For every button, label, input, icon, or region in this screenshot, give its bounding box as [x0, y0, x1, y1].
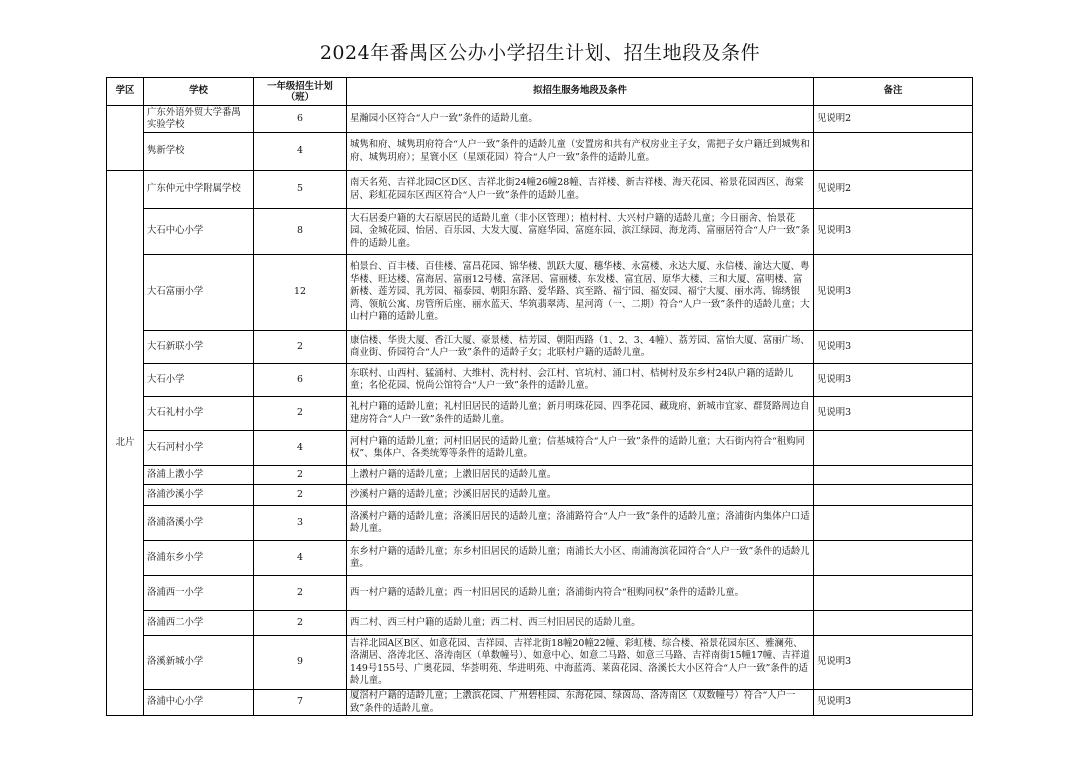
plan-cell: 6: [254, 364, 347, 397]
enrollment-table: [106, 77, 973, 716]
table-row: [107, 255, 973, 331]
conditions-cell: 康信楼、华贵大厦、香江大厦、豪景楼、桔芳园、朝阳西路（1、2、3、4幢）、荔芳园、富怡大厦、富丽广场、商业街、侨园符合“人户一致”条件的适龄子女；北联村户籍的适龄儿童。: [347, 331, 814, 364]
plan-cell: 4: [254, 431, 347, 466]
note-cell: [814, 133, 973, 171]
school-cell: 大石河村小学: [144, 431, 254, 466]
note-cell: 见说明3: [814, 331, 973, 364]
conditions-cell: 厦滘村户籍的适龄儿童；上漖滨花园、广州碧桂园、东海花园、绿茵岛、洛涛南区（双数幢号）符合“人户一致”条件的适龄儿童。: [347, 690, 814, 716]
note-cell: [814, 611, 973, 636]
school-cell: 洛溪新城小学: [144, 636, 254, 690]
note-cell: 见说明3: [814, 364, 973, 397]
school-cell: 大石中心小学: [144, 209, 254, 255]
document-title: 2024年番禺区公办小学招生计划、招生地段及条件: [319, 42, 761, 64]
note-cell: [814, 541, 973, 576]
school-cell: 洛浦东乡小学: [144, 541, 254, 576]
plan-cell: 12: [254, 255, 347, 331]
plan-cell: 2: [254, 397, 347, 431]
table-header-row: [107, 78, 973, 106]
note-cell: 见说明3: [814, 690, 973, 716]
header-plan: 一年级招生计划（班）: [254, 78, 347, 106]
school-cell: 洛浦西一小学: [144, 576, 254, 611]
school-cell: 洛浦上漖小学: [144, 466, 254, 485]
school-cell: 大石小学: [144, 364, 254, 397]
district-cell: [107, 106, 144, 171]
conditions-cell: 礼村户籍的适龄儿童；礼村旧居民的适龄儿童；新月明珠花园、四季花园、藏珑府、新城市宜家、群贤路周边自建房符合“人户一致”条件的适龄儿童。: [347, 397, 814, 431]
conditions-cell: 上漖村户籍的适龄儿童；上漖旧居民的适龄儿童。: [347, 466, 814, 485]
note-cell: 见说明2: [814, 106, 973, 133]
school-cell: 广东外语外贸大学番禺实验学校: [144, 106, 254, 133]
table-row: [107, 690, 973, 716]
note-cell: 见说明2: [814, 171, 973, 209]
note-cell: 见说明3: [814, 636, 973, 690]
table-row: [107, 171, 973, 209]
table-row: [107, 133, 973, 171]
note-cell: [814, 506, 973, 541]
note-cell: [814, 485, 973, 506]
plan-cell: 6: [254, 106, 347, 133]
plan-cell: 7: [254, 690, 347, 716]
plan-cell: 2: [254, 466, 347, 485]
plan-cell: 2: [254, 611, 347, 636]
plan-cell: 4: [254, 133, 347, 171]
table-row: [107, 466, 973, 485]
school-cell: 广东仲元中学附属学校: [144, 171, 254, 209]
school-cell: 大石礼村小学: [144, 397, 254, 431]
table-row: [107, 397, 973, 431]
table-row: [107, 431, 973, 466]
conditions-cell: 南天名苑、吉祥北园C区D区、吉祥北街24幢26幢28幢、吉祥楼、新吉祥楼、海天花园、裕景花园西区、海棠居、彩虹花园东区西区符合“人户一致”条件的适龄儿童。: [347, 171, 814, 209]
conditions-cell: 柏景台、百丰楼、百佳楼、富昌花园、锦华楼、凯跃大厦、穗华楼、永富楼、永达大厦、永信楼、渝达大厦、粤华楼、旺达楼、富海居、富丽12号楼、富泽居、富丽楼、东发楼、富宜居、原华大楼、三和大厦、富明楼、富新楼、莲芳园、乳芳园、福泰园、朝阳东路、爱华路、宾至路、福宁园、福安园、福宁大厦、丽水湾、锦绣银湾、领航公寓、房管所后座、丽水蓝天、华筑翡翠湾、星河湾（一、二期）符合“人户一致”条件的适龄儿童；大山村户籍的适龄儿童。: [347, 255, 814, 331]
table-row: [107, 541, 973, 576]
plan-cell: 3: [254, 506, 347, 541]
note-cell: [814, 576, 973, 611]
school-cell: 洛浦沙溪小学: [144, 485, 254, 506]
conditions-cell: 东乡村户籍的适龄儿童；东乡村旧居民的适龄儿童；南浦长大小区、南浦海滨花园符合“人户一致”条件的适龄儿童。: [347, 541, 814, 576]
plan-cell: 2: [254, 485, 347, 506]
note-cell: [814, 466, 973, 485]
note-cell: 见说明3: [814, 209, 973, 255]
plan-cell: 9: [254, 636, 347, 690]
table-row: [107, 106, 973, 133]
conditions-cell: 吉祥北园A区B区、如意花园、吉祥园、吉祥北街18幢20幢22幢、彩虹楼、综合楼、裕景花园东区、雅澜苑、洛湖居、洛涛北区、洛涛南区（单数幢号）、如意中心、如意二马路、如意三马路、吉祥南街15幢17幢、吉祥道149号155号、广奥花园、华荟明苑、华进明苑、中海蓝湾、莱茵花园、洛溪长大小区符合“人户一致”条件的适龄儿童。: [347, 636, 814, 690]
note-cell: 见说明3: [814, 255, 973, 331]
plan-cell: 2: [254, 331, 347, 364]
header-district: 学区: [107, 78, 144, 106]
conditions-cell: 西一村户籍的适龄儿童；西一村旧居民的适龄儿童；洛浦街内符合“租购同权”条件的适龄儿童。: [347, 576, 814, 611]
plan-cell: 5: [254, 171, 347, 209]
school-cell: 洛浦洛溪小学: [144, 506, 254, 541]
table-row: [107, 611, 973, 636]
district-cell: 北片: [107, 171, 144, 716]
conditions-cell: 沙溪村户籍的适龄儿童；沙溪旧居民的适龄儿童。: [347, 485, 814, 506]
plan-cell: 8: [254, 209, 347, 255]
conditions-cell: 城隽和府、城隽玥府符合“人户一致”条件的适龄儿童（安置房和共有产权房业主子女，需把子女户籍迁到城隽和府、城隽玥府）；星寰小区（星颂花园）符合“人户一致”条件的适龄儿童。: [347, 133, 814, 171]
table-row: [107, 331, 973, 364]
conditions-cell: 星瀚园小区符合“人户一致”条件的适龄儿童。: [347, 106, 814, 133]
table-row: [107, 209, 973, 255]
conditions-cell: 河村户籍的适龄儿童；河村旧居民的适龄儿童；信基城符合“人户一致”条件的适龄儿童；大石街内符合“租购同权”、集体户、各类统筹等条件的适龄儿童。: [347, 431, 814, 466]
note-cell: 见说明3: [814, 397, 973, 431]
conditions-cell: 洛溪村户籍的适龄儿童；洛溪旧居民的适龄儿童；洛浦路符合“人户一致”条件的适龄儿童；洛浦街内集体户口适龄儿童。: [347, 506, 814, 541]
school-cell: 洛浦西二小学: [144, 611, 254, 636]
plan-cell: 2: [254, 576, 347, 611]
header-note: 备注: [814, 78, 973, 106]
header-conditions: 拟招生服务地段及条件: [347, 78, 814, 106]
table-row: [107, 485, 973, 506]
plan-cell: 4: [254, 541, 347, 576]
school-cell: 隽新学校: [144, 133, 254, 171]
table-row: [107, 364, 973, 397]
note-cell: [814, 431, 973, 466]
conditions-cell: 西二村、西三村户籍的适龄儿童；西二村、西三村旧居民的适龄儿童。: [347, 611, 814, 636]
table-row: [107, 636, 973, 690]
school-cell: 洛浦中心小学: [144, 690, 254, 716]
school-cell: 大石新联小学: [144, 331, 254, 364]
table-row: [107, 506, 973, 541]
conditions-cell: 大石居委户籍的大石原居民的适龄儿童（非小区管理）；植村村、大兴村户籍的适龄儿童；今日丽舍、怡景花园、金城花园、怡居、百乐园、大发大厦、富庭华园、富庭东园、滨江绿园、海龙湾、富丽居符合“人户一致”条件的适龄儿童。: [347, 209, 814, 255]
conditions-cell: 东联村、山西村、猛涌村、大维村、洗村村、会江村、官坑村、涌口村、桔树村及东乡村24队户籍的适龄儿童；名伦花园、悦尚公馆符合“人户一致”条件的适龄儿童。: [347, 364, 814, 397]
school-cell: 大石富丽小学: [144, 255, 254, 331]
header-school: 学校: [144, 78, 254, 106]
table-row: [107, 576, 973, 611]
